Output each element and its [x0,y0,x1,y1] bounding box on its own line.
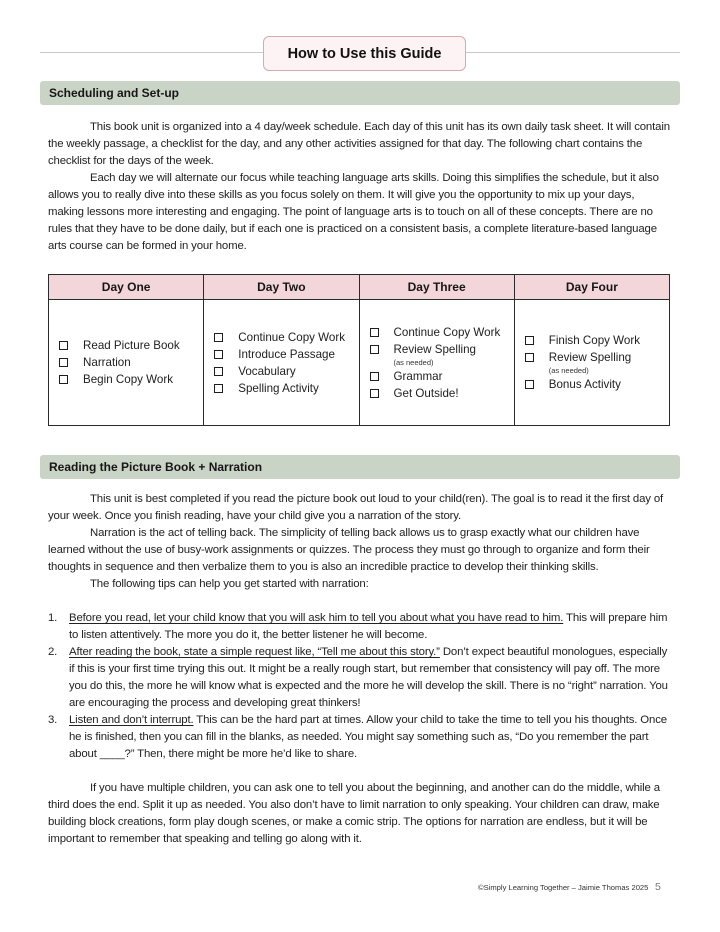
checkbox-icon[interactable] [370,345,379,354]
tip-text: This can be the hard part at times. Allow your child to take the time to tell you his thoughts. Once he is finished, then you can fill in the blanks, as needed. You might say something such as, “Do you remember the part about ____?” Then, there might be more he’d like to share. [69,714,667,760]
checklist-label: Read Picture Book [83,339,180,352]
checklist-label: Continue Copy Work [238,330,346,344]
checklist-label: Get Outside! [393,386,459,400]
day-four-cell [514,300,669,426]
checklist-label: Spelling Activity [238,381,319,395]
tip-lead: Listen and don’t interrupt. [69,714,194,726]
page-title-text: How to Use this Guide [287,45,442,62]
checklist-item[interactable] [214,363,358,380]
paragraph: Each day we will alternate our focus while teaching language arts skills. Doing this simplifies the schedule, but it also allows you to really dive into these skills as you focus solely on them. It will give you the opportunity to mix up your days, making lessons more interesting and engaging. The point of language arts is to touch on all of these concepts. There are no rules that they have to be done daily, but if each one is practiced on a consistent basis, a complete literature-based language arts course can be formed in your home. [48,172,659,252]
tip-text: Don’t expect beautiful monologues, especially if this is your first time trying this out. It might be a really rough start, but remember that consistency will pay off. The more you do this, the more he will know what is expected and the more he will develop the skill. There is no “right” narration. You are encouraging the process and developing great thinkers! [69,646,668,709]
checklist [214,329,358,397]
checklist-item[interactable] [370,341,514,368]
list-number: 1. [48,612,58,624]
paragraph: Narration is the act of telling back. The simplicity of telling back allows us to grasp exactly what our children have learned without the use of busy-work assignments or quizzes. The process they must go through to organize and form their thoughts in sequence and then verbalize them to you is also an incredible practice to develop their thinking skills. [48,527,650,573]
checkbox-icon[interactable] [59,341,68,350]
checklist-item[interactable] [525,332,669,349]
checklist-label: Begin Copy Work [83,373,173,386]
checklist [370,324,514,402]
checklist [525,332,669,393]
checklist-item[interactable] [214,380,358,397]
checklist-item[interactable] [214,329,358,346]
checklist-item[interactable] [59,337,203,354]
header-day-one: Day One [49,275,204,300]
checklist-label: Vocabulary [238,364,296,378]
tip-lead: Before you read, let your child know that you will ask him to tell you about what you have read to him. [69,612,564,624]
day-one-cell [49,300,204,426]
checklist-item[interactable] [370,368,514,385]
tip-lead: After reading the book, state a simple request like, “Tell me about this story.” [69,646,440,658]
as-needed-note: (as needed) [548,366,589,375]
page-title [263,36,466,71]
list-item [48,610,668,644]
list-number: 3. [48,714,58,726]
checklist-item[interactable] [525,376,669,393]
checkbox-icon[interactable] [370,372,379,381]
checklist-item[interactable] [59,354,203,371]
day-three-cell [359,300,514,426]
checkbox-icon[interactable] [214,384,223,393]
header-day-four: Day Four [514,275,669,300]
narration-closing-text [48,780,673,848]
section-heading-scheduling [40,81,680,105]
page-number: 5 [655,881,661,893]
list-item [48,712,668,763]
table-header-row [49,275,670,300]
table-row [49,300,670,426]
checklist [59,337,203,388]
paragraph: If you have multiple children, you can ask one to tell you about the beginning, and another can do the middle, while a third does the end. Split it up as needed. You also don’t have to limit narration to only speaking. Your children can draw, make building block creations, form play dough scenes, or make a comic strip. The options for narration are endless, but it will be important to remember that speaking and telling go along with it. [48,782,660,845]
day-two-cell [204,300,359,426]
checkbox-icon[interactable] [59,358,68,367]
checkbox-icon[interactable] [370,389,379,398]
list-number: 2. [48,646,58,658]
paragraph: This unit is best completed if you read the picture book out loud to your child(ren). The goal is to read it the first day of your week. Once you finish reading, have your child give you a narration of the story. [48,493,664,522]
checklist-label: Bonus Activity [548,378,621,391]
checklist-label: Review Spelling [548,351,632,364]
scheduling-text [48,119,673,255]
tip-text: This will prepare him to listen attentively. The more you do it, the better listener he will become. [69,612,668,641]
as-needed-note: (as needed) [393,357,434,367]
checkbox-icon[interactable] [59,375,68,384]
checkbox-icon[interactable] [525,380,534,389]
checklist-label: Grammar [393,369,443,383]
list-item [48,644,668,712]
checklist-item[interactable] [59,371,203,388]
checklist-item[interactable] [370,385,514,402]
section-heading-text: Reading the Picture Book + Narration [49,460,263,474]
checklist-label: Review Spelling [393,342,476,356]
checkbox-icon[interactable] [525,336,534,345]
checklist-label: Finish Copy Work [548,334,641,347]
checklist-label: Introduce Passage [238,347,335,361]
weekly-schedule-table [48,274,670,426]
narration-intro-text [48,491,673,593]
checkbox-icon[interactable] [214,350,223,359]
paragraph: The following tips can help you get started with narration: [90,578,369,590]
checklist-item[interactable] [525,349,669,376]
checkbox-icon[interactable] [214,333,223,342]
header-day-three: Day Three [359,275,514,300]
checklist-label: Narration [83,356,131,369]
paragraph: This book unit is organized into a 4 day/week schedule. Each day of this unit has its own daily task sheet. It will contain the weekly passage, a checklist for the day, and any other activities assigned for that day. The following chart contains the checklist for the days of the week. [48,121,670,167]
checklist-item[interactable] [214,346,358,363]
section-heading-text: Scheduling and Set-up [49,86,180,100]
checkbox-icon[interactable] [370,328,379,337]
narration-tips-list [48,610,668,763]
checklist-label: Continue Copy Work [393,325,501,339]
footer-copyright: ©Simply Learning Together – Jaimie Thomas 2025 [478,883,649,892]
checklist-item[interactable] [370,324,514,341]
section-heading-narration [40,455,680,479]
checkbox-icon[interactable] [214,367,223,376]
checkbox-icon[interactable] [525,353,534,362]
header-day-two: Day Two [204,275,359,300]
